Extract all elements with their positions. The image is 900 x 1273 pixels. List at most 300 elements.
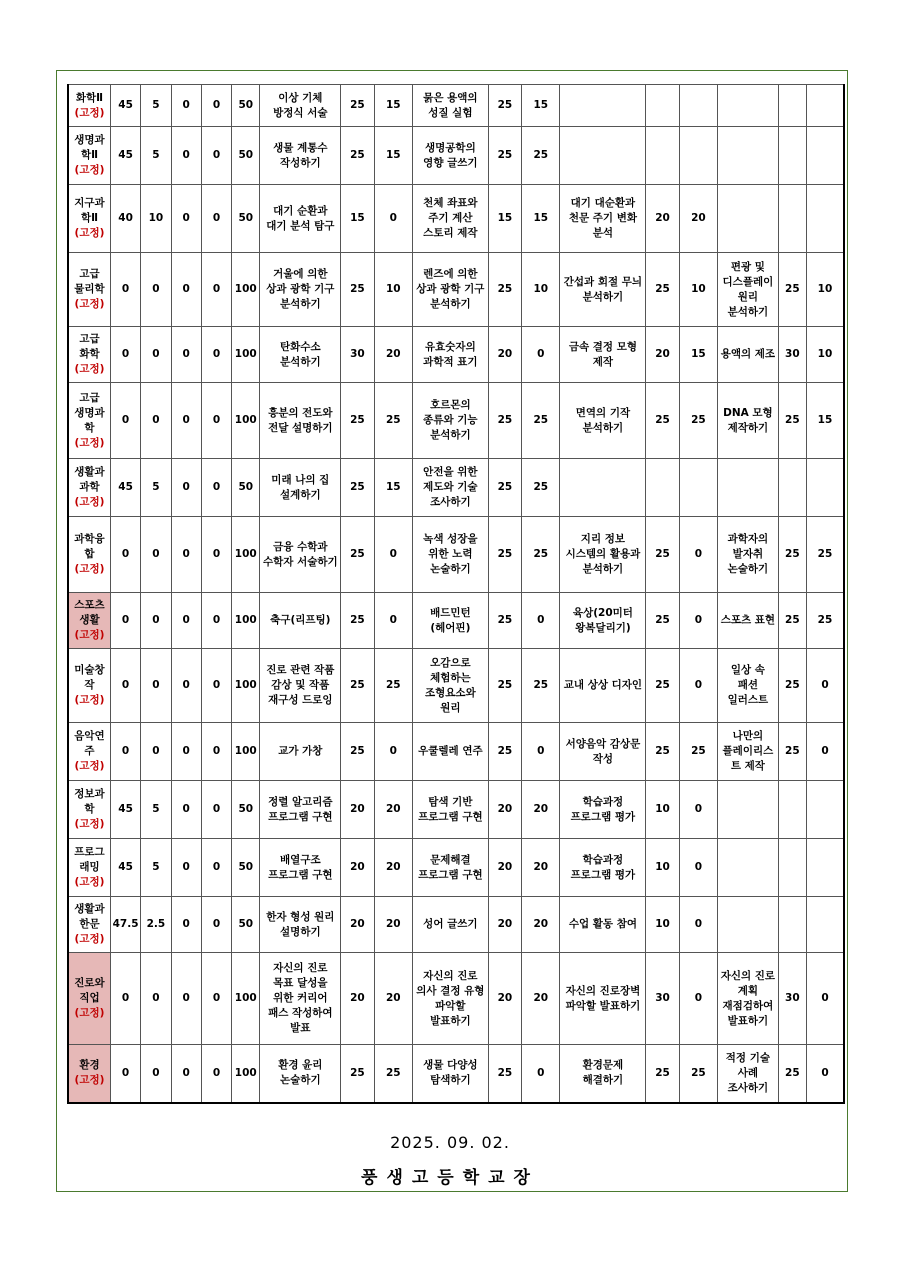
assessment-table <box>67 84 845 1104</box>
task-cell: 스포츠 표현 <box>718 593 779 649</box>
base-score-cell: 0 <box>522 593 560 649</box>
ratio-cell: 0 <box>201 1045 231 1103</box>
subject-name: 고급 생명과학 <box>74 391 105 434</box>
base-score-cell: 15 <box>806 383 844 459</box>
score-cell: 25 <box>341 127 374 185</box>
base-score-cell: 0 <box>806 649 844 723</box>
task-cell: 진로 관련 작품 감상 및 작품 재구성 드로잉 <box>260 649 341 723</box>
base-score-cell: 25 <box>522 383 560 459</box>
task-cell: 대기 순환과 대기 분석 탐구 <box>260 185 341 253</box>
fixed-label: (고정) <box>74 363 105 375</box>
score-cell: 25 <box>646 517 679 593</box>
ratio-cell: 100 <box>232 649 260 723</box>
ratio-cell: 0 <box>110 517 140 593</box>
score-cell: 25 <box>488 459 521 517</box>
base-score-cell <box>679 459 717 517</box>
task-cell: 자신의 진로 목표 달성을 위한 커리어 패스 작성하여 발표 <box>260 953 341 1045</box>
base-score-cell <box>806 185 844 253</box>
base-score-cell: 25 <box>806 517 844 593</box>
task-cell: 학습과정 프로그램 평가 <box>560 781 646 839</box>
ratio-cell: 0 <box>201 517 231 593</box>
score-cell: 25 <box>341 517 374 593</box>
base-score-cell: 0 <box>522 723 560 781</box>
base-score-cell <box>679 127 717 185</box>
base-score-cell <box>806 839 844 897</box>
fixed-label: (고정) <box>74 106 105 119</box>
ratio-cell: 0 <box>201 593 231 649</box>
task-cell: 생물 계통수 작성하기 <box>260 127 341 185</box>
base-score-cell: 20 <box>374 839 412 897</box>
base-score-cell: 15 <box>522 85 560 127</box>
task-cell <box>718 781 779 839</box>
ratio-cell: 0 <box>141 327 171 383</box>
ratio-cell: 0 <box>141 1045 171 1103</box>
task-cell: 서양음악 감상문 작성 <box>560 723 646 781</box>
score-cell: 25 <box>646 1045 679 1103</box>
score-cell: 10 <box>646 839 679 897</box>
base-score-cell: 10 <box>679 253 717 327</box>
subject-name: 생활과 한문 <box>74 903 105 930</box>
score-cell: 25 <box>778 253 806 327</box>
base-score-cell: 20 <box>522 953 560 1045</box>
ratio-cell: 0 <box>141 649 171 723</box>
ratio-cell: 0 <box>201 127 231 185</box>
task-cell: 적정 기술 사례 조사하기 <box>718 1045 779 1103</box>
task-cell: 교가 가창 <box>260 723 341 781</box>
subject-name: 정보과학 <box>74 788 105 815</box>
ratio-cell: 0 <box>110 327 140 383</box>
ratio-cell: 100 <box>232 517 260 593</box>
task-cell: 자신의 진로장벽 파악할 발표하기 <box>560 953 646 1045</box>
score-cell: 15 <box>341 185 374 253</box>
score-cell: 25 <box>646 723 679 781</box>
base-score-cell <box>806 127 844 185</box>
subject-name: 고급 물리학 <box>74 268 105 295</box>
table-row <box>68 185 844 253</box>
base-score-cell: 0 <box>806 953 844 1045</box>
fixed-label: (고정) <box>74 164 105 176</box>
score-cell: 25 <box>778 649 806 723</box>
score-cell: 25 <box>341 723 374 781</box>
fixed-label: (고정) <box>74 496 105 508</box>
task-cell: 용액의 제조 <box>718 327 779 383</box>
fixed-label: (고정) <box>74 933 105 945</box>
ratio-cell: 0 <box>171 781 201 839</box>
task-cell: 생명공학의 영향 글쓰기 <box>412 127 488 185</box>
score-cell: 30 <box>778 953 806 1045</box>
base-score-cell: 25 <box>374 1045 412 1103</box>
base-score-cell: 0 <box>522 1045 560 1103</box>
base-score-cell: 20 <box>374 327 412 383</box>
ratio-cell: 0 <box>171 327 201 383</box>
fixed-label: (고정) <box>74 694 105 706</box>
ratio-cell: 0 <box>110 1045 140 1103</box>
base-score-cell: 20 <box>374 781 412 839</box>
ratio-cell: 0 <box>110 953 140 1045</box>
ratio-cell: 50 <box>232 185 260 253</box>
subject-name: 환경 <box>79 1059 100 1072</box>
task-cell: 지리 정보 시스템의 활용과 분석하기 <box>560 517 646 593</box>
score-cell: 25 <box>488 517 521 593</box>
ratio-cell: 100 <box>232 1045 260 1103</box>
score-cell: 30 <box>341 327 374 383</box>
base-score-cell: 25 <box>522 459 560 517</box>
fixed-label: (고정) <box>74 629 105 641</box>
ratio-cell: 45 <box>110 85 140 127</box>
task-cell: 환경 윤리 논술하기 <box>260 1045 341 1103</box>
subject-name: 진로와 직업 <box>74 977 105 1004</box>
subject-cell <box>68 253 110 327</box>
ratio-cell: 0 <box>201 459 231 517</box>
base-score-cell: 25 <box>679 383 717 459</box>
task-cell: 과학자의 발자취 논술하기 <box>718 517 779 593</box>
score-cell: 20 <box>646 327 679 383</box>
subject-cell <box>68 781 110 839</box>
task-cell <box>718 839 779 897</box>
ratio-cell: 0 <box>171 127 201 185</box>
table-row <box>68 593 844 649</box>
score-cell: 20 <box>488 781 521 839</box>
task-cell <box>560 459 646 517</box>
ratio-cell: 100 <box>232 953 260 1045</box>
score-cell <box>778 127 806 185</box>
base-score-cell: 20 <box>374 897 412 953</box>
base-score-cell: 15 <box>679 327 717 383</box>
base-score-cell: 0 <box>679 649 717 723</box>
score-cell: 20 <box>488 953 521 1045</box>
base-score-cell: 20 <box>522 897 560 953</box>
subject-name: 화학Ⅱ <box>75 91 104 104</box>
table-row <box>68 839 844 897</box>
table-row <box>68 459 844 517</box>
ratio-cell: 0 <box>171 85 201 127</box>
score-cell <box>646 85 679 127</box>
ratio-cell: 50 <box>232 781 260 839</box>
task-cell: 성어 글쓰기 <box>412 897 488 953</box>
task-cell: 탐색 기반 프로그램 구현 <box>412 781 488 839</box>
ratio-cell: 0 <box>141 253 171 327</box>
score-cell <box>778 85 806 127</box>
ratio-cell: 45 <box>110 839 140 897</box>
base-score-cell: 0 <box>374 723 412 781</box>
fixed-label: (고정) <box>74 436 105 449</box>
score-cell: 25 <box>488 593 521 649</box>
base-score-cell: 0 <box>679 781 717 839</box>
task-cell: 자신의 진로 계획 재점검하여 발표하기 <box>718 953 779 1045</box>
ratio-cell: 0 <box>201 953 231 1045</box>
subject-cell <box>68 593 110 649</box>
ratio-cell: 0 <box>171 649 201 723</box>
table-row <box>68 85 844 127</box>
base-score-cell: 10 <box>522 253 560 327</box>
base-score-cell <box>806 897 844 953</box>
subject-cell <box>68 127 110 185</box>
score-cell: 25 <box>488 127 521 185</box>
task-cell: 탄화수소 분석하기 <box>260 327 341 383</box>
ratio-cell: 5 <box>141 459 171 517</box>
base-score-cell: 25 <box>806 593 844 649</box>
task-cell: 일상 속 패션 일러스트 <box>718 649 779 723</box>
base-score-cell: 15 <box>374 459 412 517</box>
task-cell: DNA 모형 제작하기 <box>718 383 779 459</box>
ratio-cell: 0 <box>171 953 201 1045</box>
score-cell: 15 <box>488 185 521 253</box>
subject-cell <box>68 839 110 897</box>
ratio-cell: 2.5 <box>141 897 171 953</box>
base-score-cell: 20 <box>374 953 412 1045</box>
ratio-cell: 50 <box>232 839 260 897</box>
task-cell <box>718 897 779 953</box>
task-cell: 렌즈에 의한 상과 광학 기구 분석하기 <box>412 253 488 327</box>
base-score-cell: 20 <box>679 185 717 253</box>
ratio-cell: 50 <box>232 459 260 517</box>
fixed-label: (고정) <box>74 563 105 575</box>
table-row <box>68 781 844 839</box>
task-cell: 육상(20미터 왕복달리기) <box>560 593 646 649</box>
fixed-label: (고정) <box>74 298 105 310</box>
task-cell: 천체 좌표와 주기 계산 스토리 제작 <box>412 185 488 253</box>
score-cell: 25 <box>488 85 521 127</box>
score-cell <box>778 781 806 839</box>
score-cell: 10 <box>646 897 679 953</box>
fixed-label: (고정) <box>74 227 105 239</box>
ratio-cell: 5 <box>141 839 171 897</box>
ratio-cell: 0 <box>141 383 171 459</box>
ratio-cell: 0 <box>141 517 171 593</box>
ratio-cell: 0 <box>141 593 171 649</box>
table-row <box>68 897 844 953</box>
fixed-label: (고정) <box>74 818 105 830</box>
base-score-cell: 0 <box>679 897 717 953</box>
score-cell: 20 <box>341 897 374 953</box>
subject-name: 음악연주 <box>74 730 105 757</box>
base-score-cell: 25 <box>522 517 560 593</box>
ratio-cell: 0 <box>201 897 231 953</box>
ratio-cell: 0 <box>171 723 201 781</box>
base-score-cell: 0 <box>679 953 717 1045</box>
ratio-cell: 100 <box>232 723 260 781</box>
task-cell: 편광 및 디스플레이 원리 분석하기 <box>718 253 779 327</box>
ratio-cell: 0 <box>171 383 201 459</box>
ratio-cell: 0 <box>171 897 201 953</box>
subject-cell <box>68 649 110 723</box>
ratio-cell: 45 <box>110 459 140 517</box>
base-score-cell: 0 <box>679 593 717 649</box>
task-cell <box>560 127 646 185</box>
base-score-cell: 15 <box>374 85 412 127</box>
ratio-cell: 0 <box>201 649 231 723</box>
base-score-cell <box>679 85 717 127</box>
score-cell: 20 <box>341 839 374 897</box>
base-score-cell: 25 <box>679 723 717 781</box>
ratio-cell: 5 <box>141 85 171 127</box>
score-cell: 10 <box>646 781 679 839</box>
subject-cell <box>68 1045 110 1103</box>
score-cell: 25 <box>646 253 679 327</box>
ratio-cell: 100 <box>232 383 260 459</box>
ratio-cell: 100 <box>232 327 260 383</box>
score-cell: 25 <box>646 383 679 459</box>
ratio-cell: 0 <box>201 383 231 459</box>
score-cell: 25 <box>778 1045 806 1103</box>
task-cell <box>718 185 779 253</box>
score-cell: 20 <box>488 839 521 897</box>
school-principal: 풍생고등학교장 <box>361 1168 539 1188</box>
task-cell <box>560 85 646 127</box>
subject-cell <box>68 953 110 1045</box>
table-row <box>68 517 844 593</box>
task-cell: 유효숫자의 과학적 표기 <box>412 327 488 383</box>
base-score-cell: 0 <box>806 1045 844 1103</box>
task-cell: 이상 기체 방정식 서술 <box>260 85 341 127</box>
base-score-cell: 0 <box>522 327 560 383</box>
base-score-cell: 10 <box>374 253 412 327</box>
task-cell: 배드민턴(헤어핀) <box>412 593 488 649</box>
score-cell: 30 <box>778 327 806 383</box>
score-cell: 25 <box>341 1045 374 1103</box>
score-cell <box>778 839 806 897</box>
base-score-cell: 20 <box>522 839 560 897</box>
ratio-cell: 50 <box>232 127 260 185</box>
ratio-cell: 50 <box>232 85 260 127</box>
score-cell: 20 <box>488 327 521 383</box>
score-cell: 25 <box>341 253 374 327</box>
table-row <box>68 383 844 459</box>
table-row <box>68 127 844 185</box>
score-cell: 20 <box>341 781 374 839</box>
score-cell <box>778 459 806 517</box>
task-cell: 배열구조 프로그램 구현 <box>260 839 341 897</box>
subject-cell <box>68 897 110 953</box>
ratio-cell: 0 <box>110 723 140 781</box>
subject-cell <box>68 517 110 593</box>
score-cell: 25 <box>341 459 374 517</box>
ratio-cell: 0 <box>110 593 140 649</box>
task-cell: 한자 형성 원리 설명하기 <box>260 897 341 953</box>
base-score-cell: 0 <box>374 593 412 649</box>
ratio-cell: 0 <box>201 781 231 839</box>
subject-cell <box>68 459 110 517</box>
task-cell: 학습과정 프로그램 평가 <box>560 839 646 897</box>
score-cell: 25 <box>488 253 521 327</box>
ratio-cell: 0 <box>171 593 201 649</box>
subject-name: 과학융합 <box>74 533 105 560</box>
task-cell: 미래 나의 집 설계하기 <box>260 459 341 517</box>
ratio-cell: 0 <box>110 253 140 327</box>
score-cell: 25 <box>488 723 521 781</box>
subject-name: 생활과 과학 <box>74 466 105 493</box>
task-cell: 수업 활동 참여 <box>560 897 646 953</box>
ratio-cell: 0 <box>141 953 171 1045</box>
table-row <box>68 953 844 1045</box>
fixed-label: (고정) <box>74 1074 105 1087</box>
task-cell: 면역의 기작 분석하기 <box>560 383 646 459</box>
score-cell: 25 <box>778 383 806 459</box>
score-cell: 20 <box>341 953 374 1045</box>
task-cell: 생물 다양성 탐색하기 <box>412 1045 488 1103</box>
subject-name: 고급 화학 <box>79 333 100 360</box>
base-score-cell: 0 <box>374 185 412 253</box>
base-score-cell: 15 <box>522 185 560 253</box>
score-cell: 25 <box>341 593 374 649</box>
ratio-cell: 5 <box>141 127 171 185</box>
task-cell: 묽은 용액의 성질 실험 <box>412 85 488 127</box>
base-score-cell: 0 <box>679 517 717 593</box>
ratio-cell: 40 <box>110 185 140 253</box>
ratio-cell: 0 <box>171 459 201 517</box>
table-row <box>68 723 844 781</box>
ratio-cell: 0 <box>171 517 201 593</box>
ratio-cell: 0 <box>201 185 231 253</box>
task-cell: 축구(리프팅) <box>260 593 341 649</box>
score-cell: 25 <box>341 383 374 459</box>
score-cell: 25 <box>646 649 679 723</box>
score-cell: 25 <box>488 649 521 723</box>
task-cell: 교내 상상 디자인 <box>560 649 646 723</box>
ratio-cell: 47.5 <box>110 897 140 953</box>
subject-cell <box>68 185 110 253</box>
ratio-cell: 0 <box>110 649 140 723</box>
score-cell: 30 <box>646 953 679 1045</box>
subject-name: 프로그래밍 <box>74 846 105 873</box>
base-score-cell: 15 <box>374 127 412 185</box>
fixed-label: (고정) <box>74 1007 105 1019</box>
task-cell: 호르몬의 종류와 기능 분석하기 <box>412 383 488 459</box>
base-score-cell: 0 <box>806 723 844 781</box>
score-cell: 20 <box>646 185 679 253</box>
score-cell: 25 <box>778 723 806 781</box>
score-cell: 25 <box>488 1045 521 1103</box>
base-score-cell: 0 <box>679 839 717 897</box>
fixed-label: (고정) <box>74 876 105 888</box>
task-cell: 자신의 진로 의사 결정 유형 파악할 발표하기 <box>412 953 488 1045</box>
base-score-cell: 10 <box>806 253 844 327</box>
task-cell: 흥분의 전도와 전달 설명하기 <box>260 383 341 459</box>
base-score-cell: 25 <box>374 383 412 459</box>
ratio-cell: 0 <box>201 327 231 383</box>
task-cell: 나만의 플레이리스트 제작 <box>718 723 779 781</box>
base-score-cell: 25 <box>522 649 560 723</box>
task-cell <box>718 127 779 185</box>
ratio-cell: 0 <box>110 383 140 459</box>
base-score-cell: 25 <box>374 649 412 723</box>
subject-name: 지구과학Ⅱ <box>74 197 105 224</box>
ratio-cell: 0 <box>171 1045 201 1103</box>
subject-name: 미술창작 <box>74 664 105 691</box>
ratio-cell: 0 <box>201 85 231 127</box>
score-cell: 20 <box>488 897 521 953</box>
ratio-cell: 0 <box>201 723 231 781</box>
task-cell: 정렬 알고리즘 프로그램 구현 <box>260 781 341 839</box>
base-score-cell: 10 <box>806 327 844 383</box>
task-cell <box>718 85 779 127</box>
task-cell: 금융 수학과 수학자 서술하기 <box>260 517 341 593</box>
issue-date: 2025. 09. 02. <box>390 1133 510 1152</box>
ratio-cell: 0 <box>171 185 201 253</box>
score-cell: 25 <box>488 383 521 459</box>
ratio-cell: 45 <box>110 127 140 185</box>
ratio-cell: 0 <box>201 839 231 897</box>
base-score-cell: 0 <box>374 517 412 593</box>
ratio-cell: 5 <box>141 781 171 839</box>
ratio-cell: 0 <box>171 253 201 327</box>
score-cell: 25 <box>778 517 806 593</box>
task-cell: 간섭과 회절 무늬 분석하기 <box>560 253 646 327</box>
task-cell: 환경문제 해결하기 <box>560 1045 646 1103</box>
ratio-cell: 45 <box>110 781 140 839</box>
task-cell: 오감으로 체험하는 조형요소와 원리 <box>412 649 488 723</box>
table-row <box>68 649 844 723</box>
